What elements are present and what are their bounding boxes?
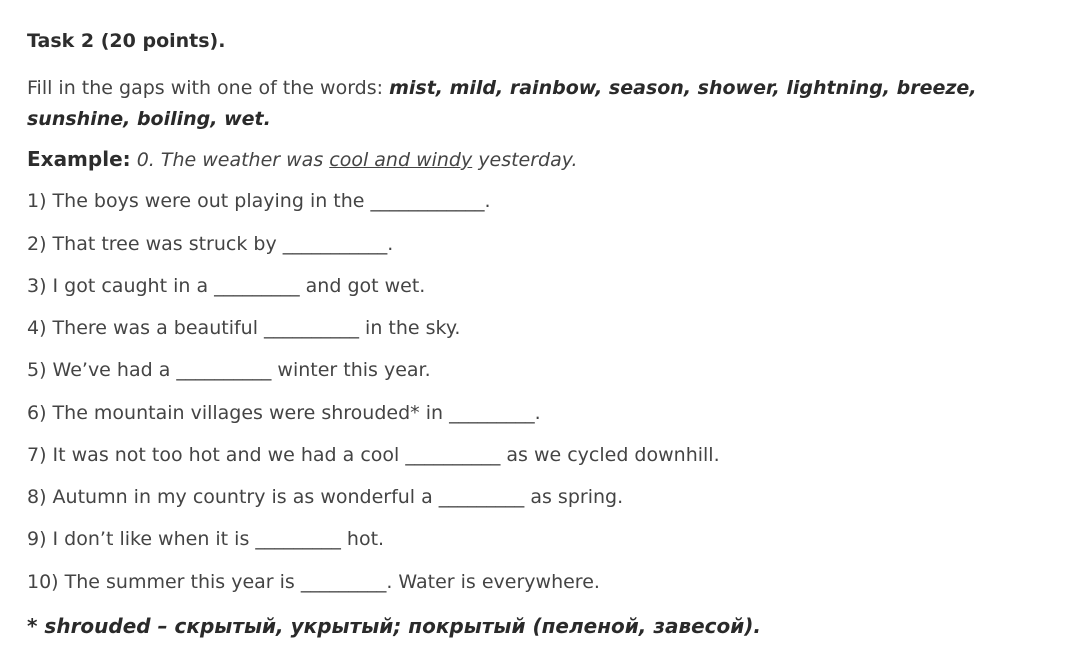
word-bank: mist, mild, rainbow, season, shower, lightning, breeze, sunshine, boiling, wet. [27, 77, 977, 130]
exercise-item-2: 2) That tree was struck by ___________. [27, 233, 394, 255]
example-after: yesterday. [472, 149, 578, 171]
exercise-item-10: 10) The summer this year is _________. Water is everywhere. [27, 571, 600, 593]
instructions-lead: Fill in the gaps with one of the words: [27, 77, 390, 99]
exercise-item-5: 5) We’ve had a __________ winter this year. [27, 359, 431, 381]
example-text [137, 149, 578, 171]
footnote: * shrouded – скрытый, укрытый; покрытый (пеленой, завесой). [27, 614, 762, 638]
example-answer: cool and windy [329, 149, 473, 171]
example-before: 0. The weather was [136, 149, 330, 171]
exercise-item-9: 9) I don’t like when it is _________ hot. [27, 528, 385, 550]
exercise-item-3: 3) I got caught in a _________ and got wet. [27, 275, 426, 297]
example-label: Example: [27, 147, 131, 171]
exercise-item-4: 4) There was a beautiful __________ in the sky. [27, 317, 461, 339]
exercise-item-7: 7) It was not too hot and we had a cool __________ as we cycled downhill. [27, 444, 720, 466]
instructions [27, 73, 1075, 135]
example-line [27, 147, 578, 171]
task-title: Task 2 (20 points). [27, 30, 226, 52]
exercise-item-6: 6) The mountain villages were shrouded* in _________. [27, 402, 541, 424]
exercise-item-8: 8) Autumn in my country is as wonderful a _________ as spring. [27, 486, 624, 508]
exercise-item-1: 1) The boys were out playing in the ____________. [27, 190, 491, 212]
